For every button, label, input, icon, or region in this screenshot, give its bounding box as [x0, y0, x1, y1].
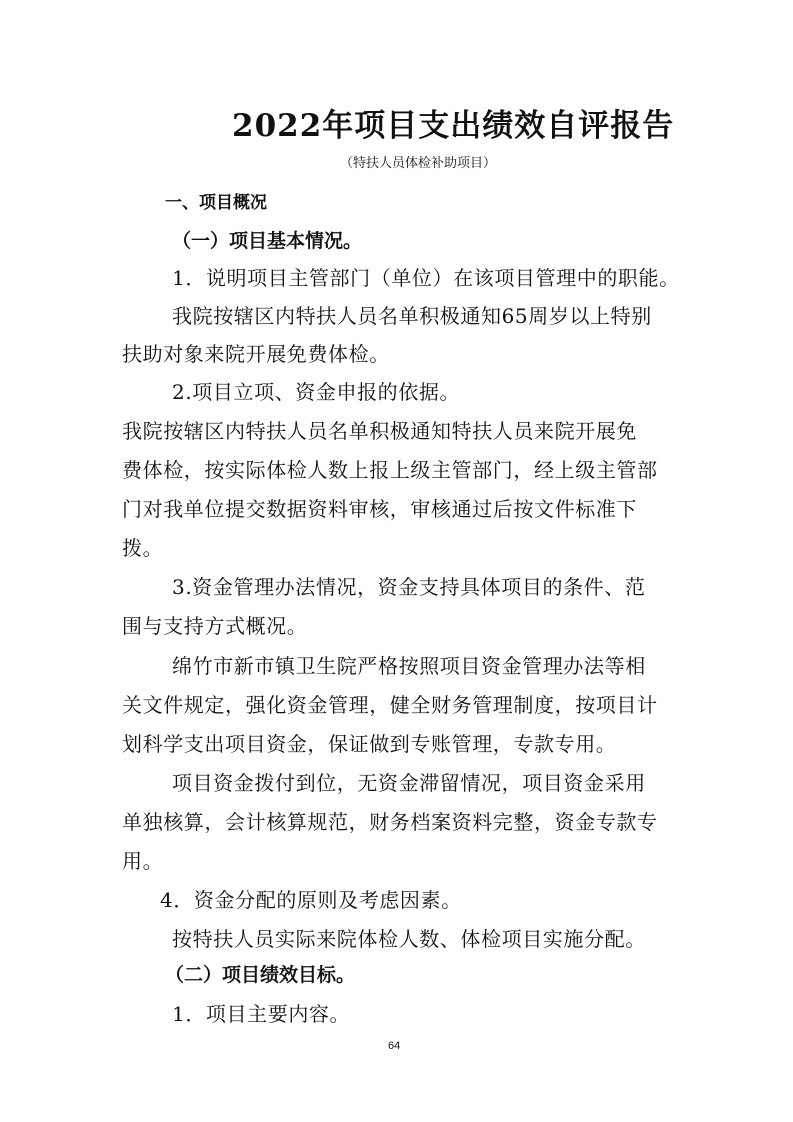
- page-number: 64: [388, 1040, 401, 1052]
- item2-text-line: 费体检，按实际体检人数上报上级主管部门，经上级主管部: [122, 458, 658, 482]
- item3-text-line: 单独核算，会计核算规范，财务档案资料完整，资金专款专: [122, 810, 658, 834]
- item3-title-line: 围与支持方式概况。: [122, 614, 308, 638]
- item3-text-line: 绵竹市新市镇卫生院严格按照项目资金管理办法等相: [172, 654, 646, 678]
- item3-text-line: 项目资金拨付到位，无资金滞留情况，项目资金采用: [172, 771, 646, 795]
- report-subtitle: （特扶人员体检补助项目）: [340, 156, 497, 171]
- item1-text-line: 我院按辖区内特扶人员名单积极通知65周岁以上特别: [172, 304, 652, 328]
- item2-text-line: 我院按辖区内特扶人员名单积极通知特扶人员来院开展免: [122, 419, 637, 443]
- item1-title: 1．说明项目主管部门（单位）在该项目管理中的职能。: [172, 266, 680, 290]
- sub2-item1-title: 1．项目主要内容。: [172, 1002, 351, 1026]
- item2-text-line: 拨。: [122, 536, 164, 560]
- item3-text-line: 用。: [122, 849, 164, 873]
- subsection-heading-performance-goals: （二）项目绩效目标。: [165, 964, 356, 986]
- item4-text: 按特扶人员实际来院体检人数、体检项目实施分配。: [172, 927, 646, 951]
- section-heading-overview: 一、项目概况: [165, 193, 267, 213]
- item2-title: 2.项目立项、资金申报的依据。: [172, 380, 461, 404]
- item3-title-line: 3.资金管理办法情况，资金支持具体项目的条件、范: [172, 575, 646, 599]
- report-title: 2022年项目支出绩效自评报告: [232, 108, 675, 144]
- item4-title: 4．资金分配的原则及考虑因素。: [160, 888, 462, 912]
- subsection-heading-basic-info: （一）项目基本情况。: [172, 230, 363, 252]
- item2-text-line: 门对我单位提交数据资料审核，审核通过后按文件标准下: [122, 497, 637, 521]
- item1-text-line: 扶助对象来院开展免费体检。: [122, 342, 390, 366]
- item3-text-line: 关文件规定，强化资金管理，健全财务管理制度，按项目计: [122, 693, 658, 717]
- item3-text-line: 划科学支出项目资金，保证做到专账管理，专款专用。: [122, 732, 617, 756]
